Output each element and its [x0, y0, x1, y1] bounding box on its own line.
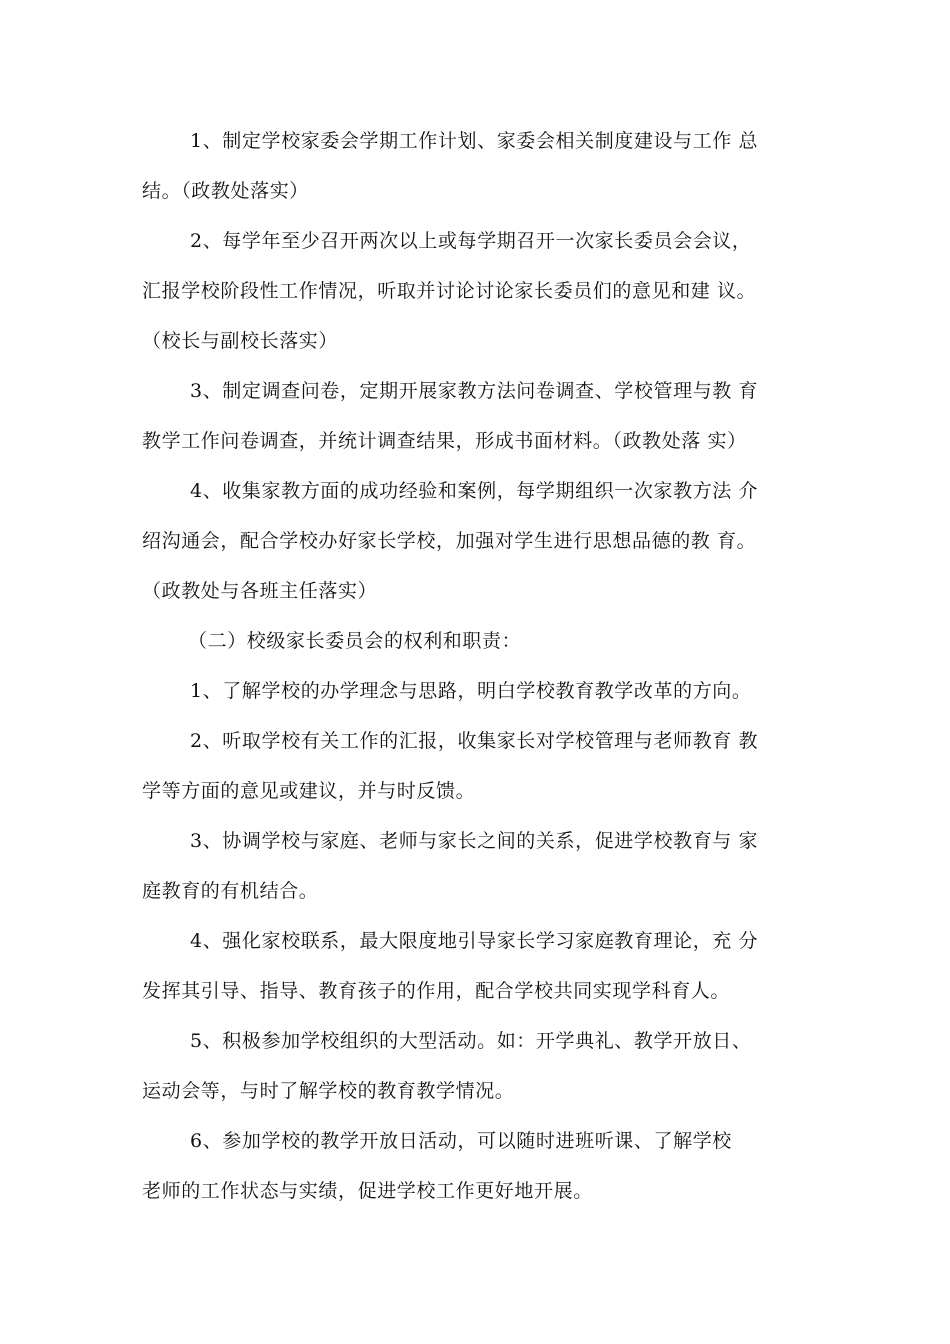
- text-line: 教学工作问卷调查，并统计调查结果，形成书面材料。（政教处落 实）: [142, 430, 747, 452]
- text-line: 5、积极参加学校组织的大型活动。如：开学典礼、教学开放日、: [190, 1030, 752, 1052]
- text-line: 绍沟通会，配合学校办好家长学校，加强对学生进行思想品德的教 育。: [142, 530, 757, 552]
- text-line: 4、收集家教方面的成功经验和案例，每学期组织一次家教方法 介: [190, 480, 759, 502]
- text-line: （政教处与各班主任落实）: [142, 580, 378, 602]
- text-line: 运动会等，与时了解学校的教育教学情况。: [142, 1080, 515, 1102]
- text-line: 老师的工作状态与实绩，促进学校工作更好地开展。: [142, 1180, 593, 1202]
- text-line: （校长与副校长落实）: [142, 330, 339, 352]
- text-line: 2、听取学校有关工作的汇报，收集家长对学校管理与老师教育 教: [190, 730, 759, 752]
- text-line: 6、参加学校的教学开放日活动，可以随时进班听课、了解学校: [190, 1130, 732, 1152]
- text-line: 发挥其引导、指导、教育孩子的作用，配合学校共同实现学科育人。: [142, 980, 731, 1002]
- section-heading: （二）校级家长委员会的权利和职责：: [188, 630, 522, 652]
- text-line: 3、制定调查问卷，定期开展家教方法问卷调查、学校管理与教 育: [190, 380, 759, 402]
- text-line: 学等方面的意见或建议，并与时反馈。: [142, 780, 476, 802]
- text-line: 2、每学年至少召开两次以上或每学期召开一次家长委员会会议，: [190, 230, 752, 252]
- text-line: 4、强化家校联系，最大限度地引导家长学习家庭教育理论，充 分: [190, 930, 759, 952]
- text-line: 1、制定学校家委会学期工作计划、家委会相关制度建设与工作 总: [190, 130, 759, 152]
- text-line: 1、了解学校的办学理念与思路，明白学校教育教学改革的方向。: [190, 680, 752, 702]
- text-line: 3、协调学校与家庭、老师与家长之间的关系，促进学校教育与 家: [190, 830, 759, 852]
- text-line: 汇报学校阶段性工作情况，听取并讨论讨论家长委员们的意见和建 议。: [142, 280, 757, 302]
- text-line: 结。（政教处落实）: [142, 180, 309, 202]
- text-line: 庭教育的有机结合。: [142, 880, 319, 902]
